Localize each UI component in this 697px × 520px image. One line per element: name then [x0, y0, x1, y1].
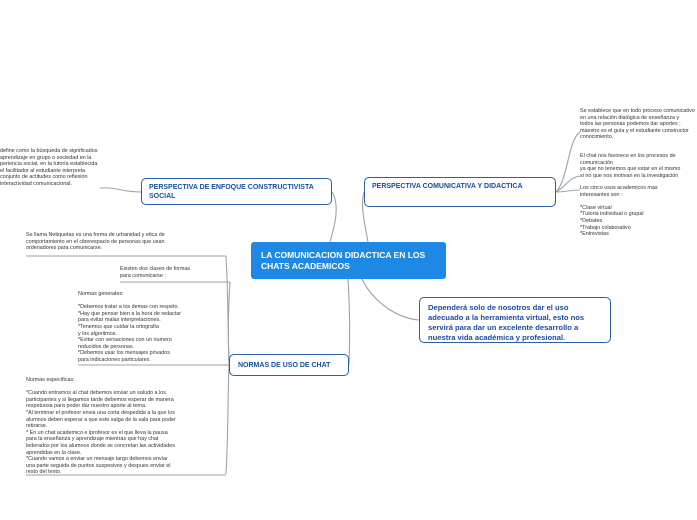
topic-depende[interactable]: Dependerá solo de nosotros dar el uso adecuado a la herramienta virtual, esto nos servirá para dar un excelente desarrollo a nuestra vida académica y profesional. — [419, 297, 611, 343]
note-normas-especificas[interactable]: Normas especificas: *Cuando entramos al chat debemos enviar un saludo a los participantes y si llegamos tarde debemos esperar de manera respetuosa para poder dar nuestro aporte al tema. *Al terminar el profesor envia una corta despedida a la que los alumnos deben esperar a que este salga de la sala para poder retirarse. * En un chat academico e lprofesor es el que lleva la pausa para la enseñanza y aprendizaje mientras que hay chat lederados por los alumnos donde se concretan las actividades aprendidas en la clase. *Cuando vamos a enviar un mensaje largo debemos enviar una parte seguida de puntos suspesivos y despues enviar el resto del texto. — [26, 377, 176, 476]
link-constructivista-note — [100, 188, 141, 192]
note-constructivista[interactable]: define como la búsqueda de significados aprendizaje en grupo o sociedad en la periencia social, en la tutoría establecida el facilitador al estudiante interpreta conjunto de actitudes como reflexión interactividad comunicacional. — [0, 148, 98, 187]
central-topic[interactable]: LA COMUNICACION DIDACTICA EN LOS CHATS ACADEMICOS — [251, 242, 446, 279]
note-normas-generales[interactable]: Normas generales: *Debemos tratar a los demas con respeto. *Hay que pensar bien a la hora de redactar para evitar malas interpretaciones. *Tenemos que cuidar la ortografía y los algoritmos. *Evitar con versaciones con un numero reducidos de personas. *Debemos usar los mensajes privados para indicaciones particulares. — [78, 291, 182, 363]
link-central-depende — [362, 279, 419, 320]
topic-constructivista[interactable]: PERSPECTIVA DE ENFOQUE CONSTRUCTIVISTA SOCIAL — [141, 178, 332, 205]
link-normas-especificas — [226, 365, 229, 474]
note-cinco-usos[interactable]: Los cinco usos academicos mas interesantes son : *Clase virtual *Tutoria individual o grupal *Debates *Trabajo colaborativo *Entrevistas — [580, 185, 658, 238]
note-chat-favorece[interactable]: El chat nos favorece en los procesos de comunicación ya que no tenemos que estar en el mismo si no que nos motivan en la investigación — [580, 153, 681, 179]
link-central-normas — [348, 279, 350, 365]
link-comunicativa-note-social — [556, 132, 580, 192]
topic-comunicativa[interactable]: PERSPECTIVA COMUNICATIVA Y DIDACTICA — [364, 177, 556, 207]
note-relacion-social[interactable]: Se establece que en todo proceso comunicativo en una relación dialógica de enseñanza y todos las personas podemos dar aportes ; maestro es el guía y el estudiante constructor conocimiento. — [580, 108, 695, 141]
topic-normas[interactable]: NORMAS DE USO DE CHAT — [229, 354, 349, 376]
note-clases[interactable]: Existen dos clases de formas para comunicarse : — [120, 266, 191, 279]
link-comunicativa-note-usos — [556, 190, 580, 192]
note-netiquetas[interactable]: Se llama Netiquetas es una forma de urbanidad y etica de comportamiento en el ciberespacio de personas que usan ordenadores para comunicarse. — [26, 232, 165, 252]
